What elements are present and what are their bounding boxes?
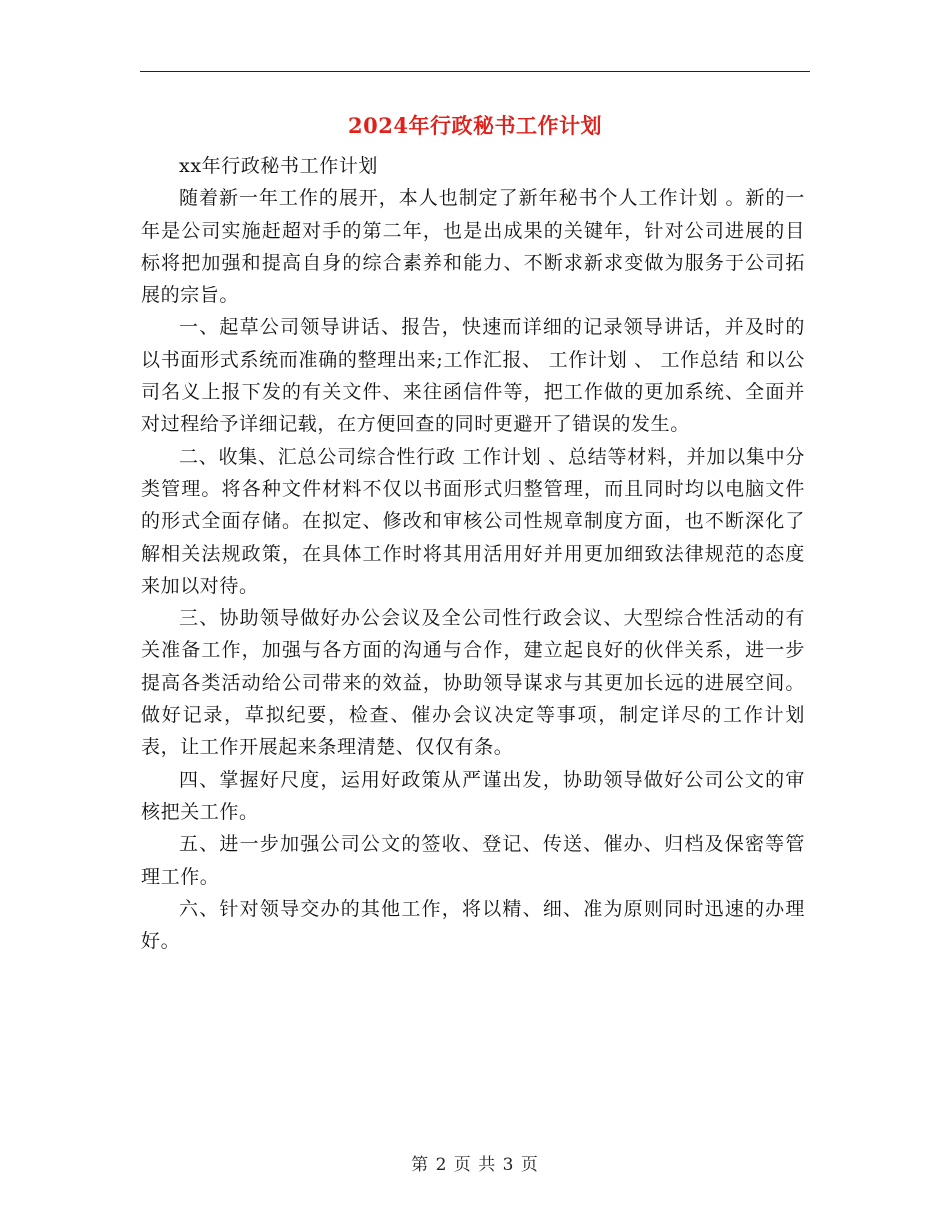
document-title: 2024年行政秘书工作计划: [348, 113, 602, 138]
paragraph-item-4: 四、掌握好尺度，运用好政策从严谨出发，协助领导做好公司公文的审核把关工作。: [141, 768, 805, 823]
document-body: [141, 150, 805, 957]
paragraph-subtitle: xx年行政秘书工作计划: [179, 155, 379, 177]
paragraph-item-5: 五、进一步加强公司公文的签收、登记、传送、催办、归档及保密等管理工作。: [141, 833, 805, 888]
page-number-label: 第 2 页 共 3 页: [411, 1155, 539, 1175]
header-rule: [140, 71, 810, 72]
page-footer: [0, 1153, 950, 1177]
paragraph-intro: 随着新一年工作的展开，本人也制定了新年秘书个人工作计划 。新的一年是公司实施赶超对手的第二年，也是出成果的关键年，针对公司进展的目标将把加强和提高自身的综合素养和能力、不断求新求变做为服务于公司拓展的宗旨。: [141, 187, 805, 307]
paragraph-item-1: 一、起草公司领导讲话、报告，快速而详细的记录领导讲话，并及时的以书面形式系统而准确的整理出来;工作汇报、 工作计划 、 工作总结 和以公司名义上报下发的有关文件、来往函信件等，把工作做的更加系统、全面并对过程给予详细记载，在方便回查的同时更避开了错误的发生。: [141, 316, 805, 436]
paragraph-item-6: 六、针对领导交办的其他工作，将以精、细、准为原则同时迅速的办理好。: [141, 897, 805, 953]
paragraph-item-3: 三、协助领导做好办公会议及全公司性行政会议、大型综合性活动的有关准备工作，加强与各方面的沟通与合作，建立起良好的伙伴关系，进一步提高各类活动给公司带来的效益，协助领导谋求与其更加长远的进展空间。做好记录，草拟纪要，检查、催办会议决定等事项，制定详尽的工作计划表，让工作开展起来条理清楚、仅仅有条。: [141, 607, 805, 759]
paragraph-item-2: 二、收集、汇总公司综合性行政 工作计划 、总结等材料，并加以集中分类管理。将各种文件材料不仅以书面形式归整管理，而且同时均以电脑文件的形式全面存储。在拟定、修改和审核公司性规章制度方面，也不断深化了解相关法规政策，在具体工作时将其用活用好并用更加细致法律规范的态度来加以对待。: [141, 445, 805, 597]
